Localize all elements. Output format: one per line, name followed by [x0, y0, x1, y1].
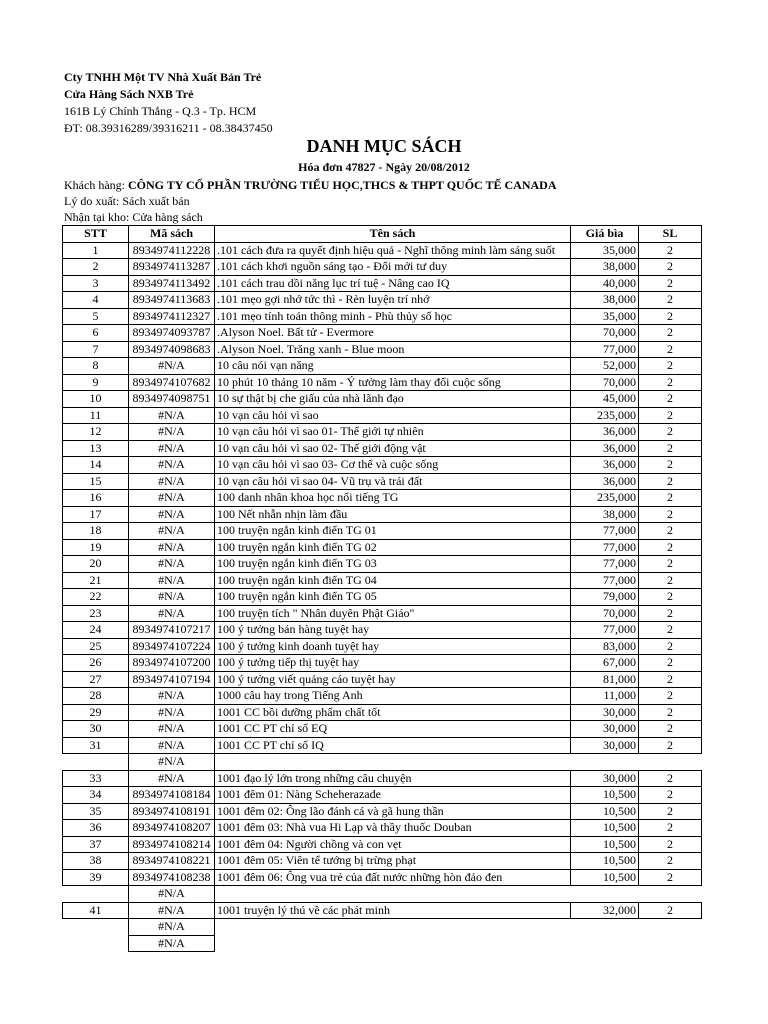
cell-qty — [639, 886, 702, 903]
cell-price: 235,000 — [571, 407, 639, 424]
cell-price: 38,000 — [571, 506, 639, 523]
warehouse-line: Nhận tại kho: Cửa hàng sách — [64, 210, 203, 224]
cell-price — [571, 935, 639, 952]
cell-stt: 11 — [63, 407, 129, 424]
cell-qty: 2 — [639, 407, 702, 424]
table-row — [63, 853, 702, 870]
cell-price: 10,500 — [571, 820, 639, 837]
cell-qty: 2 — [639, 671, 702, 688]
cell-qty: 2 — [639, 572, 702, 589]
table-row — [63, 671, 702, 688]
table-row — [63, 424, 702, 441]
cell-code: #N/A — [129, 935, 215, 952]
company-name: Cty TNHH Một TV Nhà Xuất Bản Trẻ — [64, 70, 262, 84]
cell-qty: 2 — [639, 589, 702, 606]
cell-stt: 18 — [63, 523, 129, 540]
cell-price: 10,500 — [571, 853, 639, 870]
customer-label: Khách hàng: — [64, 178, 128, 192]
cell-title — [215, 935, 571, 952]
cell-code: 8934974098751 — [129, 391, 215, 408]
cell-code: #N/A — [129, 589, 215, 606]
cell-price: 10,500 — [571, 787, 639, 804]
cell-qty — [639, 919, 702, 936]
table-row — [63, 638, 702, 655]
cell-qty: 2 — [639, 803, 702, 820]
cell-stt: 13 — [63, 440, 129, 457]
table-row — [63, 655, 702, 672]
cell-title: .101 cách trau dồi năng lục trí tuệ - Nâng cao IQ — [215, 275, 571, 292]
cell-stt: 12 — [63, 424, 129, 441]
cell-title: 100 ý tưởng kinh doanh tuyệt hay — [215, 638, 571, 655]
cell-code: #N/A — [129, 490, 215, 507]
cell-code: #N/A — [129, 424, 215, 441]
cell-title: 1001 đêm 02: Ông lão đánh cá và gã hung thần — [215, 803, 571, 820]
cell-title: 1001 đêm 06: Ông vua trẻ của đất nước những hòn đảo đen — [215, 869, 571, 886]
cell-code: #N/A — [129, 770, 215, 787]
export-reason: Lý do xuất: Sách xuất bán — [64, 194, 190, 208]
cell-qty: 2 — [639, 424, 702, 441]
cell-qty: 2 — [639, 308, 702, 325]
cell-qty: 2 — [639, 787, 702, 804]
cell-stt: 19 — [63, 539, 129, 556]
col-header-code: Mã sách — [129, 226, 215, 243]
cell-price: 30,000 — [571, 704, 639, 721]
cell-title: .101 cách đưa ra quyết định hiệu quả - Nghĩ thông minh làm sáng suốt — [215, 242, 571, 259]
cell-title: .101 mẹo tính toán thông minh - Phù thủy số học — [215, 308, 571, 325]
cell-title: 1001 CC PT chỉ số IQ — [215, 737, 571, 754]
cell-code: 8934974093787 — [129, 325, 215, 342]
cell-stt: 6 — [63, 325, 129, 342]
cell-title: 1000 câu hay trong Tiếng Anh — [215, 688, 571, 705]
cell-qty: 2 — [639, 820, 702, 837]
cell-price: 35,000 — [571, 308, 639, 325]
table-row — [63, 803, 702, 820]
cell-price: 77,000 — [571, 556, 639, 573]
cell-stt: 17 — [63, 506, 129, 523]
cell-price: 10,500 — [571, 836, 639, 853]
cell-stt — [63, 886, 129, 903]
cell-title: 100 ý tưởng viết quảng cáo tuyệt hay — [215, 671, 571, 688]
cell-stt — [63, 919, 129, 936]
table-row — [63, 473, 702, 490]
table-row — [63, 523, 702, 540]
table-row — [63, 457, 702, 474]
cell-title: 100 truyện tích " Nhân duyên Phật Giáo" — [215, 605, 571, 622]
cell-code: #N/A — [129, 539, 215, 556]
cell-code: #N/A — [129, 407, 215, 424]
cell-qty: 2 — [639, 440, 702, 457]
cell-title: 10 câu nói vạn năng — [215, 358, 571, 375]
cell-title: 1001 CC PT chỉ số EQ — [215, 721, 571, 738]
cell-title: 100 danh nhân khoa học nổi tiếng TG — [215, 490, 571, 507]
cell-title: 10 phút 10 tháng 10 năm - Ý tưởng làm thay đổi cuộc sống — [215, 374, 571, 391]
table-row — [63, 737, 702, 754]
table-row — [63, 292, 702, 309]
cell-qty: 2 — [639, 457, 702, 474]
cell-title — [215, 754, 571, 771]
cell-stt: 8 — [63, 358, 129, 375]
cell-code: 8934974108184 — [129, 787, 215, 804]
cell-code: 8934974098683 — [129, 341, 215, 358]
cell-code: 8934974107217 — [129, 622, 215, 639]
cell-code: #N/A — [129, 919, 215, 936]
cell-title: .101 cách khơi nguồn sáng tạo - Đổi mới tư duy — [215, 259, 571, 276]
cell-title: 1001 đêm 01: Nàng Scheherazade — [215, 787, 571, 804]
cell-qty: 2 — [639, 539, 702, 556]
cell-price: 38,000 — [571, 292, 639, 309]
cell-stt: 39 — [63, 869, 129, 886]
cell-price: 45,000 — [571, 391, 639, 408]
table-row — [63, 605, 702, 622]
col-header-title: Tên sách — [215, 226, 571, 243]
cell-price: 10,500 — [571, 803, 639, 820]
cell-code: #N/A — [129, 886, 215, 903]
cell-price: 83,000 — [571, 638, 639, 655]
cell-stt: 25 — [63, 638, 129, 655]
cell-price: 32,000 — [571, 902, 639, 919]
cell-qty: 2 — [639, 622, 702, 639]
cell-price: 36,000 — [571, 457, 639, 474]
cell-price: 35,000 — [571, 242, 639, 259]
cell-title: 10 vạn câu hỏi vì sao 04- Vũ trụ và trái đất — [215, 473, 571, 490]
cell-qty: 2 — [639, 506, 702, 523]
cell-title: 100 Nết nhẫn nhịn làm đầu — [215, 506, 571, 523]
cell-code: 8934974112327 — [129, 308, 215, 325]
cell-title: 100 ý tưởng bán hàng tuyệt hay — [215, 622, 571, 639]
table-row — [63, 506, 702, 523]
cell-stt: 3 — [63, 275, 129, 292]
cell-price: 77,000 — [571, 622, 639, 639]
cell-stt: 30 — [63, 721, 129, 738]
cell-stt: 29 — [63, 704, 129, 721]
table-row — [63, 490, 702, 507]
table-row — [63, 787, 702, 804]
cell-code: 8934974108191 — [129, 803, 215, 820]
cell-title: 10 vạn câu hỏi vì sao — [215, 407, 571, 424]
cell-code: #N/A — [129, 523, 215, 540]
cell-qty: 2 — [639, 473, 702, 490]
col-header-qty: SL — [639, 226, 702, 243]
cell-stt: 2 — [63, 259, 129, 276]
cell-price: 38,000 — [571, 259, 639, 276]
cell-title: 1001 đêm 05: Viên tể tướng bị trừng phạt — [215, 853, 571, 870]
cell-qty: 2 — [639, 737, 702, 754]
customer-line — [64, 177, 557, 193]
cell-title: 100 ý tưởng tiếp thị tuyệt hay — [215, 655, 571, 672]
cell-title: 10 sự thật bị che giấu của nhà lãnh đạo — [215, 391, 571, 408]
cell-price: 36,000 — [571, 440, 639, 457]
table-row — [63, 556, 702, 573]
cell-price: 36,000 — [571, 424, 639, 441]
cell-stt: 41 — [63, 902, 129, 919]
cell-stt: 36 — [63, 820, 129, 837]
cell-price: 10,500 — [571, 869, 639, 886]
cell-stt: 33 — [63, 770, 129, 787]
cell-code: #N/A — [129, 506, 215, 523]
cell-qty: 2 — [639, 770, 702, 787]
cell-stt: 38 — [63, 853, 129, 870]
table-row — [63, 407, 702, 424]
cell-title: .Alyson Noel. Bất tử - Evermore — [215, 325, 571, 342]
cell-price — [571, 754, 639, 771]
table-row — [63, 325, 702, 342]
col-header-stt: STT — [63, 226, 129, 243]
cell-title: 1001 đạo lý lớn trong những câu chuyện — [215, 770, 571, 787]
cell-title: 10 vạn câu hỏi vì sao 01- Thế giới tự nhiên — [215, 424, 571, 441]
cell-code: 8934974113287 — [129, 259, 215, 276]
table-row — [63, 391, 702, 408]
store-address: 161B Lý Chính Thắng - Q.3 - Tp. HCM — [64, 104, 257, 118]
cell-stt: 1 — [63, 242, 129, 259]
cell-price: 36,000 — [571, 473, 639, 490]
cell-code: #N/A — [129, 358, 215, 375]
cell-price: 79,000 — [571, 589, 639, 606]
table-row — [63, 919, 702, 936]
cell-code: 8934974107194 — [129, 671, 215, 688]
cell-price: 77,000 — [571, 523, 639, 540]
cell-stt: 23 — [63, 605, 129, 622]
cell-stt: 22 — [63, 589, 129, 606]
cell-price: 70,000 — [571, 374, 639, 391]
cell-qty: 2 — [639, 490, 702, 507]
cell-stt: 24 — [63, 622, 129, 639]
cell-stt: 37 — [63, 836, 129, 853]
cell-title: 1001 đêm 03: Nhà vua Hi Lạp và thầy thuốc Douban — [215, 820, 571, 837]
cell-qty: 2 — [639, 605, 702, 622]
cell-qty: 2 — [639, 325, 702, 342]
cell-stt — [63, 754, 129, 771]
cell-stt: 10 — [63, 391, 129, 408]
cell-qty: 2 — [639, 259, 702, 276]
cell-code: 8934974107682 — [129, 374, 215, 391]
cell-qty: 2 — [639, 242, 702, 259]
cell-code: 8934974108238 — [129, 869, 215, 886]
cell-title: .101 mẹo gợi nhớ tức thì - Rèn luyện trí nhớ — [215, 292, 571, 309]
cell-title: 100 truyện ngắn kinh điển TG 01 — [215, 523, 571, 540]
cell-price: 77,000 — [571, 572, 639, 589]
cell-code: #N/A — [129, 721, 215, 738]
cell-qty — [639, 935, 702, 952]
cell-qty — [639, 754, 702, 771]
cell-title: .Alyson Noel. Trăng xanh - Blue moon — [215, 341, 571, 358]
cell-title: 100 truyện ngắn kinh điển TG 02 — [215, 539, 571, 556]
cell-stt: 14 — [63, 457, 129, 474]
cell-code: #N/A — [129, 556, 215, 573]
table-header-row — [63, 226, 702, 243]
table-row — [63, 820, 702, 837]
cell-price — [571, 919, 639, 936]
cell-title: 100 truyện ngắn kinh điển TG 03 — [215, 556, 571, 573]
cell-title: 100 truyện ngắn kinh điển TG 05 — [215, 589, 571, 606]
cell-code: #N/A — [129, 737, 215, 754]
table-row — [63, 572, 702, 589]
cell-title: 10 vạn câu hỏi vì sao 02- Thế giới động vật — [215, 440, 571, 457]
cell-title: 1001 truyện lý thú về các phát minh — [215, 902, 571, 919]
cell-stt: 5 — [63, 308, 129, 325]
cell-price: 81,000 — [571, 671, 639, 688]
cell-code: #N/A — [129, 440, 215, 457]
cell-code: 8934974107200 — [129, 655, 215, 672]
cell-stt: 4 — [63, 292, 129, 309]
cell-stt: 35 — [63, 803, 129, 820]
cell-title: 10 vạn câu hỏi vì sao 03- Cơ thể và cuộc sống — [215, 457, 571, 474]
cell-qty: 2 — [639, 688, 702, 705]
table-row — [63, 869, 702, 886]
cell-code: #N/A — [129, 457, 215, 474]
cell-title — [215, 886, 571, 903]
cell-stt: 21 — [63, 572, 129, 589]
cell-qty: 2 — [639, 638, 702, 655]
cell-stt — [63, 935, 129, 952]
cell-qty: 2 — [639, 292, 702, 309]
table-row — [63, 440, 702, 457]
cell-title: 1001 đêm 04: Người chồng và con vẹt — [215, 836, 571, 853]
cell-code: #N/A — [129, 605, 215, 622]
table-row — [63, 341, 702, 358]
cell-code: 8934974112228 — [129, 242, 215, 259]
cell-qty: 2 — [639, 655, 702, 672]
cell-stt: 26 — [63, 655, 129, 672]
table-row — [63, 935, 702, 952]
cell-price: 77,000 — [571, 341, 639, 358]
cell-price: 30,000 — [571, 770, 639, 787]
table-row — [63, 539, 702, 556]
cell-qty: 2 — [639, 374, 702, 391]
customer-name: CÔNG TY CỔ PHẦN TRƯỜNG TIỂU HỌC,THCS & THPT QUỐC TẾ CANADA — [127, 178, 557, 192]
cell-qty: 2 — [639, 523, 702, 540]
table-row — [63, 259, 702, 276]
cell-qty: 2 — [639, 358, 702, 375]
store-phone: ĐT: 08.39316289/39316211 - 08.38437450 — [64, 121, 273, 135]
cell-code: #N/A — [129, 473, 215, 490]
cell-title: 100 truyện ngắn kinh điển TG 04 — [215, 572, 571, 589]
table-row — [63, 275, 702, 292]
cell-stt: 34 — [63, 787, 129, 804]
cell-code: #N/A — [129, 572, 215, 589]
cell-title: 1001 CC bồi dưỡng phẩm chất tốt — [215, 704, 571, 721]
cell-code: 8934974107224 — [129, 638, 215, 655]
table-row — [63, 721, 702, 738]
cell-stt: 20 — [63, 556, 129, 573]
cell-price — [571, 886, 639, 903]
cell-qty: 2 — [639, 869, 702, 886]
cell-qty: 2 — [639, 721, 702, 738]
table-row — [63, 242, 702, 259]
cell-code: 8934974108207 — [129, 820, 215, 837]
cell-qty: 2 — [639, 556, 702, 573]
cell-price: 30,000 — [571, 737, 639, 754]
cell-code: #N/A — [129, 688, 215, 705]
cell-qty: 2 — [639, 391, 702, 408]
cell-price: 67,000 — [571, 655, 639, 672]
table-row — [63, 704, 702, 721]
cell-stt: 15 — [63, 473, 129, 490]
cell-qty: 2 — [639, 704, 702, 721]
cell-stt: 31 — [63, 737, 129, 754]
cell-title — [215, 919, 571, 936]
cell-qty: 2 — [639, 275, 702, 292]
cell-price: 52,000 — [571, 358, 639, 375]
cell-code: 8934974108214 — [129, 836, 215, 853]
cell-price: 77,000 — [571, 539, 639, 556]
table-row — [63, 358, 702, 375]
cell-qty: 2 — [639, 902, 702, 919]
cell-stt: 27 — [63, 671, 129, 688]
table-row — [63, 622, 702, 639]
table-row — [63, 886, 702, 903]
cell-price: 40,000 — [571, 275, 639, 292]
cell-stt: 7 — [63, 341, 129, 358]
cell-code: #N/A — [129, 754, 215, 771]
table-row — [63, 754, 702, 771]
cell-qty: 2 — [639, 341, 702, 358]
document-title: DANH MỤC SÁCH — [306, 136, 462, 156]
cell-price: 235,000 — [571, 490, 639, 507]
cell-price: 70,000 — [571, 605, 639, 622]
store-name: Cửa Hàng Sách NXB Trẻ — [64, 87, 194, 101]
book-list-table — [62, 225, 702, 952]
cell-price: 70,000 — [571, 325, 639, 342]
table-row — [63, 770, 702, 787]
cell-code: 8934974113492 — [129, 275, 215, 292]
table-row — [63, 688, 702, 705]
cell-price: 11,000 — [571, 688, 639, 705]
col-header-price: Giá bìa — [571, 226, 639, 243]
table-row — [63, 374, 702, 391]
cell-stt: 16 — [63, 490, 129, 507]
cell-qty: 2 — [639, 853, 702, 870]
cell-code: 8934974108221 — [129, 853, 215, 870]
table-row — [63, 902, 702, 919]
cell-code: 8934974113683 — [129, 292, 215, 309]
cell-stt: 28 — [63, 688, 129, 705]
cell-code: #N/A — [129, 704, 215, 721]
table-row — [63, 589, 702, 606]
invoice-number-date: Hóa đơn 47827 - Ngày 20/08/2012 — [298, 160, 470, 174]
table-row — [63, 308, 702, 325]
cell-code: #N/A — [129, 902, 215, 919]
cell-stt: 9 — [63, 374, 129, 391]
cell-qty: 2 — [639, 836, 702, 853]
cell-price: 30,000 — [571, 721, 639, 738]
table-row — [63, 836, 702, 853]
